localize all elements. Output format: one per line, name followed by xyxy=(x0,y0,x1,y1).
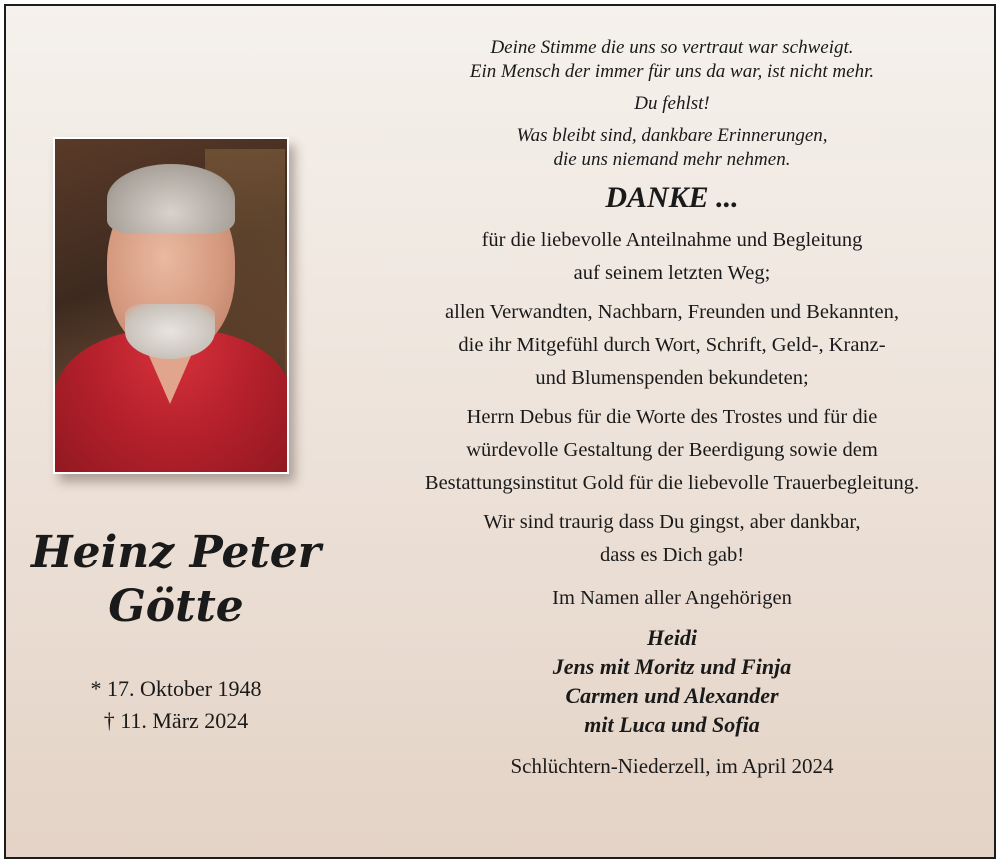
death-date: † 11. März 2024 xyxy=(103,708,249,733)
quote-stanza-3 xyxy=(362,124,982,172)
text-line: Bestattungsinstitut Gold für die liebevolle Trauerbegleitung. xyxy=(424,472,920,494)
thanks-body xyxy=(362,224,982,572)
quote-line: Du fehlst! xyxy=(634,93,710,114)
text-line: und Blumenspenden bekundeten; xyxy=(535,367,809,389)
thanks-paragraph-3 xyxy=(362,401,982,500)
place-and-date: Schlüchtern-Niederzell, im April 2024 xyxy=(510,754,834,778)
thanks-heading: DANKE ... xyxy=(605,181,739,214)
text-line: Herrn Debus für die Worte des Trostes und für die xyxy=(466,406,878,428)
text-line: auf seinem letzten Weg; xyxy=(573,262,771,284)
text-line: Wir sind traurig dass Du gingst, aber dankbar, xyxy=(483,511,861,533)
quote-line: die uns niemand mehr nehmen. xyxy=(553,149,791,170)
notice-frame xyxy=(4,4,996,859)
thanks-paragraph-4 xyxy=(362,506,982,572)
thanks-paragraph-1 xyxy=(362,224,982,290)
family-name: Carmen und Alexander xyxy=(565,683,779,708)
text-column xyxy=(362,36,982,781)
deceased-name xyxy=(26,526,326,634)
quote-line: Ein Mensch der immer für uns da war, ist nicht mehr. xyxy=(469,61,875,82)
quote-stanza-1 xyxy=(362,36,982,84)
signature-intro: Im Namen aller Angehörigen xyxy=(552,587,792,609)
last-name: Götte xyxy=(108,581,244,632)
family-name: Heidi xyxy=(646,625,698,650)
quote-stanza-2 xyxy=(362,92,982,116)
text-line: würdevolle Gestaltung der Beerdigung sowie dem xyxy=(466,439,878,461)
life-dates xyxy=(26,673,326,737)
family-name: Jens mit Moritz und Finja xyxy=(552,654,792,679)
portrait-photo xyxy=(53,137,289,474)
quote-line: Was bleibt sind, dankbare Erinnerungen, xyxy=(516,125,828,146)
birth-date: * 17. Oktober 1948 xyxy=(90,676,262,701)
family-name: mit Luca und Sofia xyxy=(584,712,760,737)
text-line: dass es Dich gab! xyxy=(599,544,745,566)
portrait-image xyxy=(55,139,287,472)
first-name: Heinz Peter xyxy=(31,527,321,578)
thanks-paragraph-2 xyxy=(362,296,982,395)
text-line: die ihr Mitgefühl durch Wort, Schrift, Geld-, Kranz- xyxy=(458,334,886,356)
family-names xyxy=(362,623,982,739)
text-line: allen Verwandten, Nachbarn, Freunden und Bekannten, xyxy=(445,301,899,323)
memorial-quote xyxy=(362,36,982,172)
text-line: für die liebevolle Anteilnahme und Begleitung xyxy=(481,229,863,251)
quote-line: Deine Stimme die uns so vertraut war schweigt. xyxy=(490,37,854,58)
